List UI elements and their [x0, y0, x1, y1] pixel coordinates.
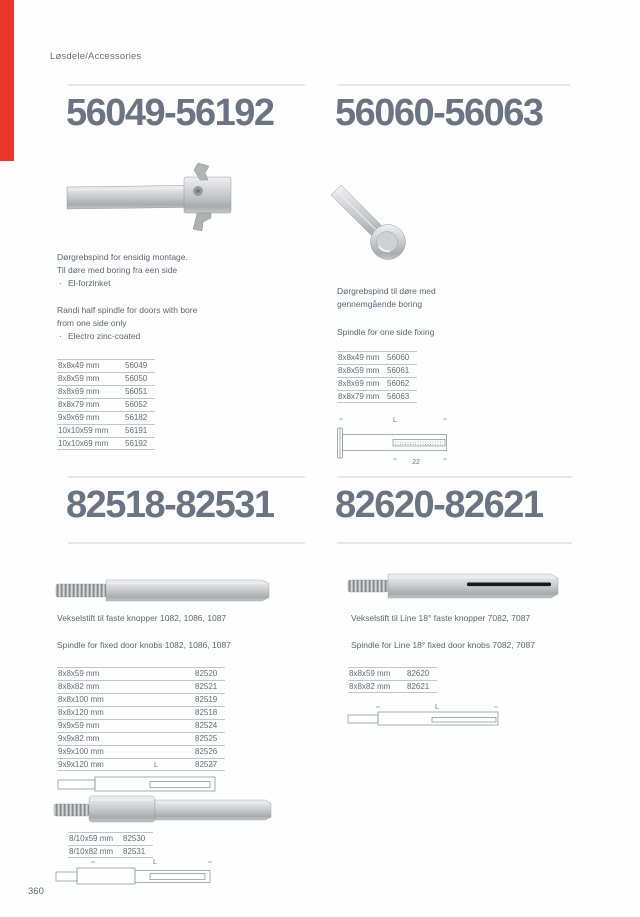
partno-cell: 56182 [125, 413, 148, 422]
size-cell: 8x8x69 mm [58, 387, 100, 396]
thread-section [348, 580, 388, 592]
size-cell: 8x8x79 mm [338, 392, 380, 401]
title-underline-right [337, 542, 572, 544]
partno-cell: 82521 [195, 682, 218, 691]
partno-cell: 82620 [407, 669, 430, 678]
partno-cell: 82621 [407, 682, 430, 691]
dimension-length-label: L [393, 417, 397, 424]
description-english [57, 639, 297, 652]
partno-cell: 82520 [195, 669, 218, 678]
latch-lever [193, 213, 211, 231]
description-danish [57, 612, 297, 625]
table-row [57, 732, 225, 745]
latch-plate [184, 177, 231, 213]
spindle-slot [467, 583, 551, 587]
size-cell: 9x9x82 mm [58, 734, 100, 743]
size-cell: 8x8x82 mm [58, 682, 100, 691]
dimension-width-label: 22 [412, 459, 420, 466]
size-cell: 8x8x69 mm [338, 379, 380, 388]
size-cell: 9x9x69 mm [58, 413, 100, 422]
size-cell: 8x8x100 mm [58, 695, 104, 704]
size-cell: 8/10x59 mm [69, 834, 114, 843]
section-title-56060: 56060-56063 [335, 92, 543, 134]
section-divider-right [337, 476, 572, 478]
body-outline [343, 435, 447, 451]
description-english [337, 326, 567, 339]
size-cell: 10x10x69 mm [58, 439, 109, 448]
size-cell: 9x9x59 mm [58, 721, 100, 730]
parts-table-82530 [68, 832, 153, 858]
partno-cell: 56192 [125, 439, 148, 448]
size-cell: 8x8x82 mm [349, 682, 391, 691]
desc-line: from one side only [57, 318, 127, 328]
table-row [57, 398, 155, 411]
partno-cell: 82518 [195, 708, 218, 717]
thread-section [54, 804, 89, 816]
table-row [57, 437, 155, 450]
table-row [57, 719, 225, 732]
technical-drawing-slotted-spindle [345, 700, 505, 730]
table-row [57, 693, 225, 706]
dimension-length-label: L [153, 859, 157, 866]
table-row [57, 411, 155, 424]
title-underline-left [68, 542, 305, 544]
table-row [348, 680, 437, 693]
size-cell: 8x8x59 mm [349, 669, 391, 678]
partno-cell: 56050 [125, 374, 148, 383]
desc-line: Spindle for fixed door knobs 1082, 1086, 1087 [57, 640, 231, 650]
partno-cell: 82530 [123, 834, 146, 843]
technical-drawing-spindle [55, 758, 220, 794]
desc-line: Vekselstift til faste knopper 1082, 1086, 1087 [57, 613, 227, 623]
table-row [57, 372, 155, 385]
parts-table-82620 [348, 667, 437, 693]
size-cell: 8x8x49 mm [58, 361, 100, 370]
size-cell: 8x8x79 mm [58, 400, 100, 409]
partno-cell: 82526 [195, 747, 218, 756]
header-divider-right [337, 84, 570, 86]
product-image-spindle-sleeve [52, 792, 276, 826]
table-row [57, 359, 155, 372]
description-english [351, 639, 571, 652]
desc-line: Spindle for one side fixing [337, 327, 435, 337]
size-cell: 9x9x100 mm [58, 747, 104, 756]
sleeve-outline [77, 868, 135, 884]
page-number: 360 [28, 886, 44, 897]
table-row [337, 377, 417, 390]
bullet-line [57, 277, 287, 290]
section-title-56049: 56049-56192 [66, 92, 274, 134]
size-cell: 8x8x59 mm [338, 366, 380, 375]
partno-cell: 56052 [125, 400, 148, 409]
bullet-glyph: · [59, 331, 62, 341]
table-row [348, 667, 437, 680]
bullet-text: Electro zinc-coated [68, 331, 141, 341]
thread-outline [58, 780, 95, 789]
partno-cell: 56063 [387, 392, 410, 401]
partno-cell: 82527 [195, 760, 218, 769]
slot-outline [393, 440, 445, 447]
table-row [337, 364, 417, 377]
description-danish [57, 251, 287, 290]
size-cell: 8x8x59 mm [58, 669, 100, 678]
desc-line: Til døre med boring fra een side [57, 265, 178, 275]
description-danish [351, 612, 571, 625]
bullet-line [57, 330, 287, 343]
header-divider-left [68, 84, 305, 86]
technical-drawing-flanged-spindle [332, 412, 458, 466]
thread-section [56, 584, 106, 597]
desc-line: Dørgrebspind for ensidig montage. [57, 252, 188, 262]
body-outline [378, 712, 498, 725]
desc-line: Spindle for Line 18° fixed door knobs 7082, 7087 [351, 640, 535, 650]
bullet-glyph: · [59, 278, 62, 288]
parts-table-56060 [337, 351, 417, 403]
slot-outline [150, 874, 205, 880]
parts-table-82518 [57, 667, 225, 771]
description-danish [337, 285, 567, 311]
size-cell: 8/10x82 mm [69, 847, 114, 856]
size-cell: 8x8x59 mm [58, 374, 100, 383]
product-image-spindle-threaded [53, 577, 275, 604]
slot-outline [150, 782, 210, 788]
size-cell: 10x10x59 mm [58, 426, 109, 435]
dimension-length-label: L [154, 762, 158, 769]
body-outline [95, 777, 215, 791]
table-row [57, 424, 155, 437]
desc-line: Vekselstift til Line 18° faste knopper 7082, 7087 [351, 613, 531, 623]
partno-cell: 56051 [125, 387, 148, 396]
section-title-82620: 82620-82621 [335, 484, 543, 526]
size-cell: 9x9x120 mm [58, 760, 104, 769]
product-image-spindle-slotted [345, 571, 563, 601]
thread-outline [348, 715, 378, 723]
desc-line: gennemgående boring [337, 299, 423, 309]
table-row [337, 390, 417, 403]
product-image-spindle-flange [328, 180, 420, 265]
technical-drawing-spindle-sleeve [52, 856, 220, 889]
accent-red-bar [0, 0, 14, 161]
bullet-text: El-forzinket [68, 278, 111, 288]
table-row [57, 667, 225, 680]
product-image-half-spindle [62, 160, 234, 236]
parts-table-56049 [57, 359, 155, 450]
table-row [57, 706, 225, 719]
section-title-82518: 82518-82531 [66, 484, 274, 526]
table-row [57, 385, 155, 398]
table-row [68, 832, 153, 845]
size-cell: 8x8x49 mm [338, 353, 380, 362]
description-english [57, 304, 287, 343]
partno-cell: 56049 [125, 361, 148, 370]
partno-cell: 82519 [195, 695, 218, 704]
size-cell: 8x8x120 mm [58, 708, 104, 717]
dimension-length-label: L [435, 704, 439, 711]
table-row [57, 680, 225, 693]
table-row [337, 351, 417, 364]
partno-cell: 82531 [123, 847, 146, 856]
slot-outline [432, 718, 496, 723]
thread-outline [56, 872, 77, 881]
partno-cell: 56191 [125, 426, 148, 435]
table-row [57, 745, 225, 758]
body-outline [135, 871, 210, 883]
partno-cell: 82525 [195, 734, 218, 743]
partno-cell: 56060 [387, 353, 410, 362]
partno-cell: 56062 [387, 379, 410, 388]
breadcrumb: Løsdele/Accessories [50, 51, 142, 62]
desc-line: Dørgrebspind til døre med [337, 286, 436, 296]
section-divider-left [68, 476, 305, 478]
partno-cell: 56061 [387, 366, 410, 375]
partno-cell: 82524 [195, 721, 218, 730]
desc-line: Randi half spindle for doors with bore [57, 305, 198, 315]
